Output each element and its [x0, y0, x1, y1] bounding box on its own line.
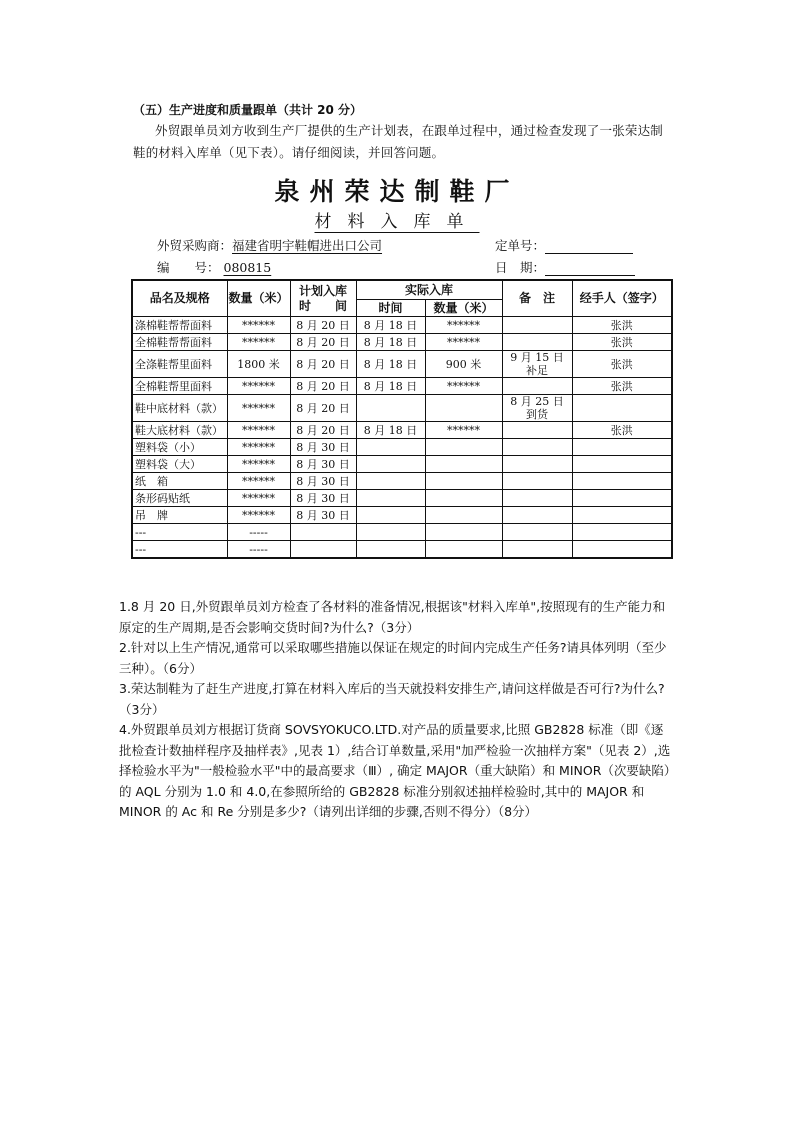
- buyer-label: 外贸采购商：: [157, 238, 233, 253]
- factory-name: 泉州荣达制鞋厂: [274, 177, 520, 206]
- cell-plan-date: 8 月 20 日: [290, 351, 356, 378]
- cell-actual-qty: [425, 524, 502, 541]
- cell-actual-qty: ******: [425, 334, 502, 351]
- cell-plan-date: [290, 524, 356, 541]
- cell-actual-date: [356, 524, 425, 541]
- cell-actual-qty: [425, 541, 502, 559]
- order-label: 定单号：: [495, 238, 546, 253]
- cell-quantity: ******: [227, 317, 290, 334]
- cell-handler: [572, 507, 672, 524]
- number-value: 080815: [223, 260, 272, 275]
- date-label: 日 期：: [495, 260, 546, 275]
- cell-quantity: ******: [227, 490, 290, 507]
- cell-quantity: -----: [227, 541, 290, 559]
- cell-actual-date: 8 月 18 日: [356, 334, 425, 351]
- cell-quantity: ******: [227, 473, 290, 490]
- cell-note: [502, 395, 572, 422]
- cell-plan-date: 8 月 20 日: [290, 395, 356, 422]
- cell-handler: [572, 490, 672, 507]
- cell-handler: [572, 439, 672, 456]
- cell-plan-date: 8 月 30 日: [290, 490, 356, 507]
- cell-handler: [572, 473, 672, 490]
- note-line2: 补足: [526, 364, 549, 377]
- cell-handler: 张洪: [572, 378, 672, 395]
- form-title-text: 材料入库单: [314, 212, 480, 232]
- cell-handler: [572, 395, 672, 422]
- cell-handler: 张洪: [572, 317, 672, 334]
- header-plan-line1: 计划入库: [298, 283, 347, 298]
- cell-plan-date: 8 月 20 日: [290, 334, 356, 351]
- cell-plan-date: 8 月 20 日: [290, 378, 356, 395]
- cell-handler: [572, 541, 672, 559]
- cell-quantity: ******: [227, 334, 290, 351]
- cell-plan-date: 8 月 30 日: [290, 439, 356, 456]
- cell-note: [502, 541, 572, 559]
- cell-actual-date: 8 月 18 日: [356, 422, 425, 439]
- cell-actual-date: 8 月 18 日: [356, 317, 425, 334]
- cell-quantity: ******: [227, 395, 290, 422]
- question-4: 4.外贸跟单员刘方根据订货商 SOVSYOKUCO.LTD.对产品的质量要求,比照 GB2828 标准（即《逐批检查计数抽样程序及抽样表》,见表 1）,结合订单数量,采用"加严检验一次抽样方案"（见表 2）,选择检验水平为"一般检验水平"中的最高要求（Ⅲ）, 确定 MAJOR（重大缺陷）和 MINOR（次要缺陷）的 AQL 分别为 1.0 和 4.0,在参照所给的 GB2828 标准分别叙述抽样检验时,其中的 MAJOR 和 MINOR 的 Ac 和 Re 分别是多少?（请列出详细的步骤,否则不得分）（8分）: [119, 722, 671, 819]
- header-note: 备 注: [502, 280, 572, 317]
- cell-actual-date: [356, 395, 425, 422]
- cell-note: [502, 473, 572, 490]
- cell-note: [502, 439, 572, 456]
- cell-name: 全棉鞋帮里面料: [132, 378, 227, 395]
- cell-note: [502, 422, 572, 439]
- cell-actual-qty: [425, 395, 502, 422]
- cell-actual-date: [356, 541, 425, 559]
- note-line1: 8 月 25 日: [510, 395, 564, 408]
- table-row: [132, 456, 672, 473]
- cell-name: 吊 牌: [132, 507, 227, 524]
- cell-handler: 张洪: [572, 422, 672, 439]
- number-label: 编 号：: [157, 260, 220, 275]
- cell-name: ---: [132, 541, 227, 559]
- table-row: [132, 351, 672, 378]
- cell-handler: [572, 524, 672, 541]
- cell-actual-qty: ******: [425, 422, 502, 439]
- cell-note: [502, 334, 572, 351]
- cell-name: 全棉鞋帮帮面料: [132, 334, 227, 351]
- cell-quantity: ******: [227, 456, 290, 473]
- cell-quantity: ******: [227, 439, 290, 456]
- header-actual-qty: 数量（米）: [425, 300, 502, 317]
- cell-plan-date: 8 月 30 日: [290, 507, 356, 524]
- cell-actual-qty: ******: [425, 317, 502, 334]
- cell-actual-date: [356, 439, 425, 456]
- cell-name: ---: [132, 524, 227, 541]
- cell-actual-date: [356, 490, 425, 507]
- cell-name: 鞋大底材料（款）: [132, 422, 227, 439]
- cell-plan-date: [290, 541, 356, 559]
- cell-actual-qty: [425, 507, 502, 524]
- cell-actual-date: [356, 507, 425, 524]
- cell-name: 纸 箱: [132, 473, 227, 490]
- cell-handler: [572, 456, 672, 473]
- number-line: [157, 258, 283, 276]
- question-2: 2.针对以上生产情况,通常可以采取哪些措施以保证在规定的时间内完成生产任务?请具体列明（至少三种）。（6分）: [119, 640, 667, 676]
- cell-actual-qty: [425, 439, 502, 456]
- cell-actual-date: 8 月 18 日: [356, 378, 425, 395]
- cell-note: [502, 524, 572, 541]
- cell-actual-qty: ******: [425, 378, 502, 395]
- header-plan: [290, 280, 356, 317]
- order-line: [495, 236, 633, 254]
- cell-name: 塑料袋（大）: [132, 456, 227, 473]
- date-line: [495, 258, 635, 276]
- question-list: [119, 597, 674, 823]
- cell-quantity: ******: [227, 507, 290, 524]
- header-plan-line2: 时 间: [298, 298, 347, 313]
- form-title: [0, 207, 794, 232]
- material-receipt-table: [131, 279, 673, 559]
- cell-handler: 张洪: [572, 351, 672, 378]
- date-blank: [545, 261, 635, 276]
- table-row: [132, 334, 672, 351]
- section-intro: 外贸跟单员刘方收到生产厂提供的生产计划表，在跟单过程中，通过检查发现了一张荣达制鞋的材料入库单（见下表）。请仔细阅读，并回答问题。: [133, 123, 664, 160]
- table-row: [132, 541, 672, 559]
- table-row: [132, 378, 672, 395]
- cell-quantity: 1800 米: [227, 351, 290, 378]
- cell-note: [502, 507, 572, 524]
- cell-actual-date: [356, 473, 425, 490]
- question-1: 1.8 月 20 日,外贸跟单员刘方检查了各材料的准备情况,根据该"材料入库单",按照现有的生产能力和原定的生产周期,是否会影响交货时间?为什么?（3分）: [119, 599, 666, 635]
- table-row: [132, 524, 672, 541]
- header-handler: 经手人（签字）: [572, 280, 672, 317]
- cell-name: 涤棉鞋帮帮面料: [132, 317, 227, 334]
- cell-quantity: -----: [227, 524, 290, 541]
- cell-plan-date: 8 月 30 日: [290, 473, 356, 490]
- header-actual: 实际入库: [356, 280, 502, 300]
- question-3: 3.荣达制鞋为了赶生产进度,打算在材料入库后的当天就投料安排生产,请问这样做是否可行?为什么?（3分）: [119, 681, 665, 717]
- cell-name: 鞋中底材料（款）: [132, 395, 227, 422]
- order-blank: [545, 239, 633, 254]
- cell-handler: 张洪: [572, 334, 672, 351]
- cell-actual-qty: [425, 456, 502, 473]
- cell-name: 全涤鞋帮里面料: [132, 351, 227, 378]
- note-line2: 到货: [526, 408, 549, 421]
- header-quantity: 数量（米）: [227, 280, 290, 317]
- cell-note: [502, 490, 572, 507]
- table-row: [132, 490, 672, 507]
- cell-plan-date: 8 月 20 日: [290, 422, 356, 439]
- cell-note: [502, 378, 572, 395]
- table-row: [132, 317, 672, 334]
- cell-actual-qty: [425, 473, 502, 490]
- cell-name: 条形码贴纸: [132, 490, 227, 507]
- cell-quantity: ******: [227, 422, 290, 439]
- cell-quantity: ******: [227, 378, 290, 395]
- buyer-line: [157, 236, 382, 254]
- table-row: [132, 395, 672, 422]
- buyer-value: 福建省明宇鞋帽进出口公司: [232, 238, 383, 253]
- cell-plan-date: 8 月 20 日: [290, 317, 356, 334]
- cell-note: [502, 456, 572, 473]
- table-row: [132, 507, 672, 524]
- cell-actual-qty: [425, 490, 502, 507]
- cell-name: 塑料袋（小）: [132, 439, 227, 456]
- header-name: 品名及规格: [132, 280, 227, 317]
- cell-actual-date: 8 月 18 日: [356, 351, 425, 378]
- header-actual-time: 时间: [356, 300, 425, 317]
- cell-actual-date: [356, 456, 425, 473]
- cell-note: [502, 351, 572, 378]
- table-row: [132, 422, 672, 439]
- cell-plan-date: 8 月 30 日: [290, 456, 356, 473]
- section-title: （五）生产进度和质量跟单（共计 20 分）: [133, 103, 363, 117]
- table-row: [132, 473, 672, 490]
- cell-note: [502, 317, 572, 334]
- note-line1: 9 月 15 日: [510, 351, 564, 364]
- table-row: [132, 439, 672, 456]
- cell-actual-qty: 900 米: [425, 351, 502, 378]
- table-body: [132, 317, 672, 559]
